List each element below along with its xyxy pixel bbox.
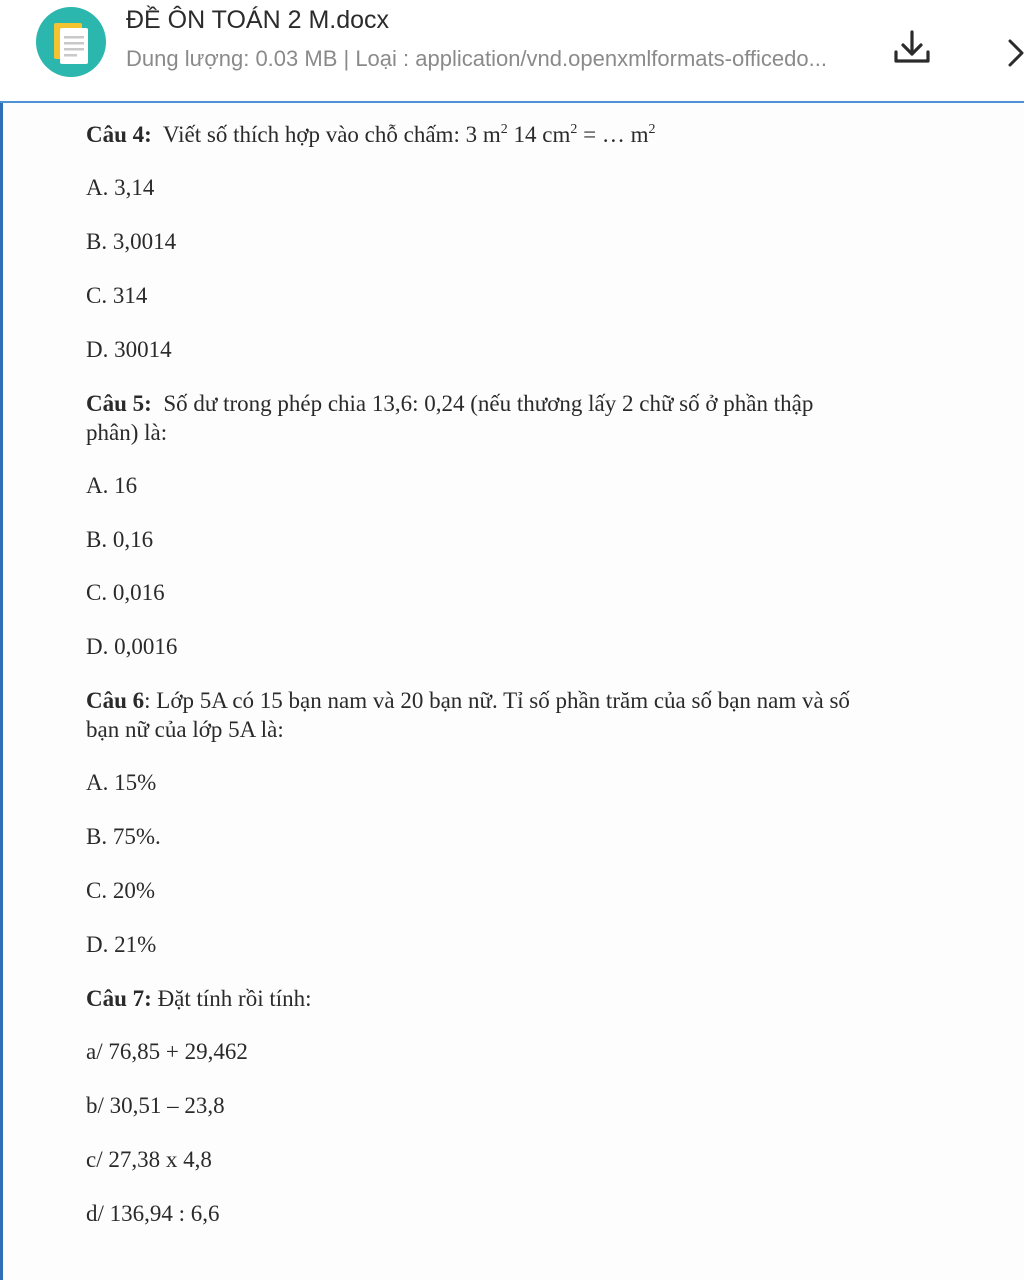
file-meta-info: Dung lượng: 0.03 MB | Loại : application/vnd.openxmlformats-officedo... xyxy=(126,46,827,71)
chevron-right-icon xyxy=(1006,36,1024,70)
option-4a: A. 3,14 xyxy=(86,175,155,200)
question-text: phân) là: xyxy=(86,420,168,445)
question-6 xyxy=(86,686,966,744)
superscript: 2 xyxy=(648,122,656,137)
option-4d: D. 30014 xyxy=(86,337,172,362)
question-label: Câu 4: xyxy=(86,122,152,147)
superscript: 2 xyxy=(500,122,508,137)
question-text: 14 cm xyxy=(507,122,571,147)
question-7 xyxy=(86,984,966,1013)
question-text: = … m xyxy=(577,122,649,147)
exercise-7a: a/ 76,85 + 29,462 xyxy=(86,1039,248,1064)
option-5b: B. 0,16 xyxy=(86,527,154,552)
file-name: ĐỀ ÔN TOÁN 2 M.docx xyxy=(126,6,390,34)
question-text: : Lớp 5A có 15 bạn nam và 20 bạn nữ. Tỉ số phần trăm của số bạn nam và số xyxy=(144,688,850,713)
document-viewer[interactable] xyxy=(0,103,1024,1280)
question-5 xyxy=(86,389,966,447)
option-5c: C. 0,016 xyxy=(86,580,165,605)
question-text: Viết số thích hợp vào chỗ chấm: 3 m xyxy=(162,122,501,147)
exercise-7c: c/ 27,38 x 4,8 xyxy=(86,1147,212,1172)
document-file-icon xyxy=(36,7,106,77)
next-button[interactable] xyxy=(1006,36,1024,70)
option-6d: D. 21% xyxy=(86,932,157,957)
question-label: Câu 7: xyxy=(86,986,152,1011)
option-4b: B. 3,0014 xyxy=(86,229,177,254)
question-label: Câu 6 xyxy=(86,688,145,713)
question-text: bạn nữ của lớp 5A là: xyxy=(86,717,284,742)
option-6b: B. 75%. xyxy=(86,824,161,849)
option-5a: A. 16 xyxy=(86,473,138,498)
download-icon xyxy=(890,28,934,72)
question-text: Số dư trong phép chia 13,6: 0,24 (nếu thương lấy 2 chữ số ở phần thập xyxy=(163,391,814,416)
exercise-7d: d/ 136,94 : 6,6 xyxy=(86,1201,220,1226)
document-edge xyxy=(0,103,3,1280)
option-5d: D. 0,0016 xyxy=(86,634,178,659)
exercise-7b: b/ 30,51 – 23,8 xyxy=(86,1093,225,1118)
option-4c: C. 314 xyxy=(86,283,148,308)
option-6a: A. 15% xyxy=(86,770,157,795)
file-header xyxy=(0,0,1024,102)
option-6c: C. 20% xyxy=(86,878,155,903)
download-button[interactable] xyxy=(890,28,934,72)
superscript: 2 xyxy=(570,122,578,137)
question-4 xyxy=(86,120,966,149)
question-text: Đặt tính rồi tính: xyxy=(157,986,312,1011)
question-label: Câu 5: xyxy=(86,391,152,416)
